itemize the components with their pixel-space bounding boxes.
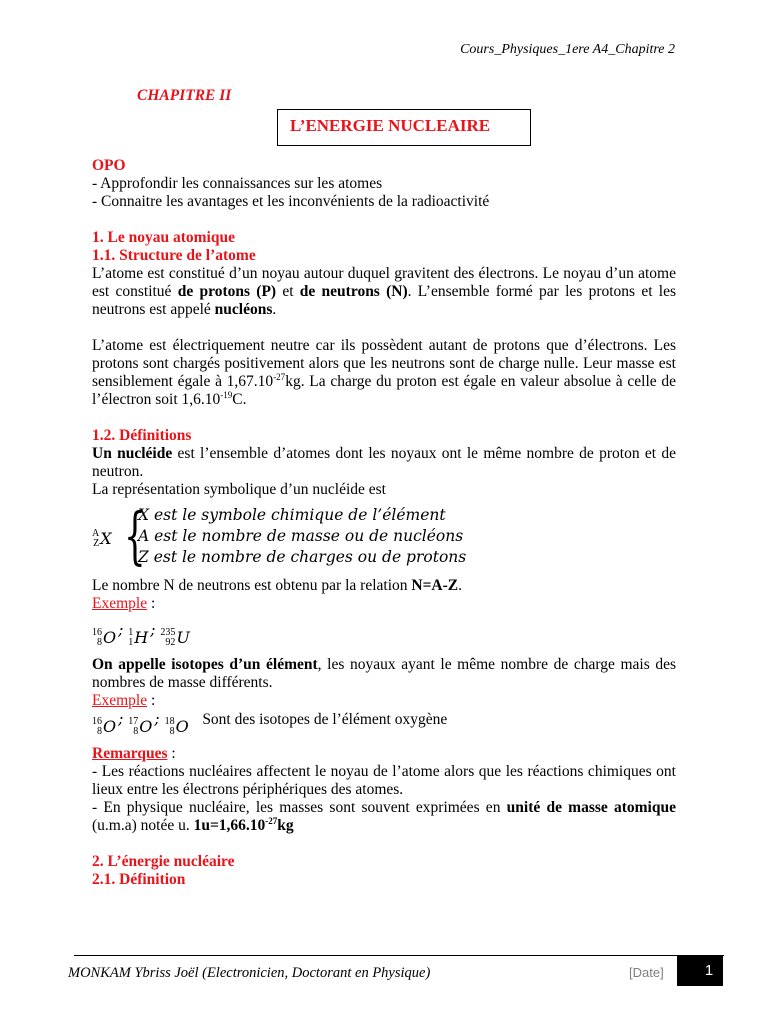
remark-1: - Les réactions nucléaires affectent le noyau de l’atome alors que les réactions chimiques ont lieux entre les électrons périphériques des atomes. xyxy=(92,763,676,798)
section1-heading: 1. Le noyau atomique xyxy=(92,229,235,246)
nuclide-symbol: A Z X xyxy=(92,528,112,549)
nuclide-notation-block xyxy=(92,499,676,573)
opo-heading: OPO xyxy=(92,157,126,174)
page-content xyxy=(92,157,676,889)
footer-divider xyxy=(74,955,724,956)
chapter-label: CHAPITRE II xyxy=(137,87,232,104)
example-label: Exemple xyxy=(92,692,148,709)
neutrality-paragraph: L’atome est électriquement neutre car ils possèdent autant de protons que d’électrons. Les protons sont chargés positivement alors que les neutrons sont de charge nulle. Leur masse est sensiblement égale à $1,67.10^{-27}kg$. La charge du proton est égale en valeur absolue à celle de l’électron soit $1,6.10^{-19}C$. xyxy=(92,337,676,408)
legend-line: A est le nombre de masse ou de nucléons xyxy=(138,527,464,545)
example-label-row: Exemple : xyxy=(92,595,156,612)
structure-paragraph: L’atome est constitué d’un noyau autour duquel gravitent des électrons. Le noyau d’un atome est constitué de protons (P) et de neutrons (N). L’ensemble formé par les protons et les neutrons est appelé nucléons. xyxy=(92,265,677,318)
example-label: Exemple xyxy=(92,595,148,612)
running-header: Cours_Physiques_1ere A4_Chapitre 2 xyxy=(460,42,675,57)
representation-text: La représentation symbolique d’un nucléide est xyxy=(92,481,386,498)
section11-heading: 1.1. Structure de l’atome xyxy=(92,247,256,264)
nuclide-definition: Un nucléide est l’ensemble d’atomes dont les noyaux ont le même nombre de proton et de neutron. xyxy=(92,445,676,480)
isotope-definition: On appelle isotopes d’un élément, les noyaux ayant le même nombre de charge mais des nombres de masse différents. xyxy=(92,656,677,691)
chapter-title: L’ENERGIE NUCLEAIRE xyxy=(290,116,491,135)
remarks-label-row: Remarques : xyxy=(92,745,176,762)
notation-legend xyxy=(138,505,466,568)
remarks-label: Remarques xyxy=(92,745,168,762)
example2-label-row: Exemple : xyxy=(92,692,156,709)
page-number: 1 xyxy=(677,955,723,986)
isotope-examples: 16 8 O ; 17 8 O ; 18 8 O Sont des isotopes de l’élément oxygène xyxy=(92,710,448,737)
example-nuclides: 16 8 O ; 1 1 H ; 235 92 U xyxy=(92,621,190,648)
neutron-relation: Le nombre N de neutrons est obtenu par la relation N=A-Z. xyxy=(92,577,462,594)
curly-brace: { xyxy=(124,499,146,572)
opo-item: - Approfondir les connaissances sur les atomes xyxy=(92,175,383,192)
chapter-title-box xyxy=(277,109,531,146)
legend-line: Z est le nombre de charges ou de protons xyxy=(138,548,467,566)
footer-author: MONKAM Ybriss Joël (Electronicien, Doctorant en Physique) xyxy=(68,965,431,981)
legend-line: X est le symbole chimique de l’élément xyxy=(138,506,446,524)
section21-heading: 2.1. Définition xyxy=(92,871,186,888)
opo-item: - Connaitre les avantages et les inconvénients de la radioactivité xyxy=(92,193,490,210)
section2-heading: 2. L’énergie nucléaire xyxy=(92,853,235,870)
section12-heading: 1.2. Définitions xyxy=(92,427,192,444)
footer-date: [Date] xyxy=(629,965,664,980)
isotope-note: Sont des isotopes de l’élément oxygène xyxy=(202,711,448,728)
remark-2: - En physique nucléaire, les masses sont souvent exprimées en unité de masse atomique (u.m.a) notée u. $1u=1,66.10^{-27}kg$ xyxy=(92,799,676,834)
